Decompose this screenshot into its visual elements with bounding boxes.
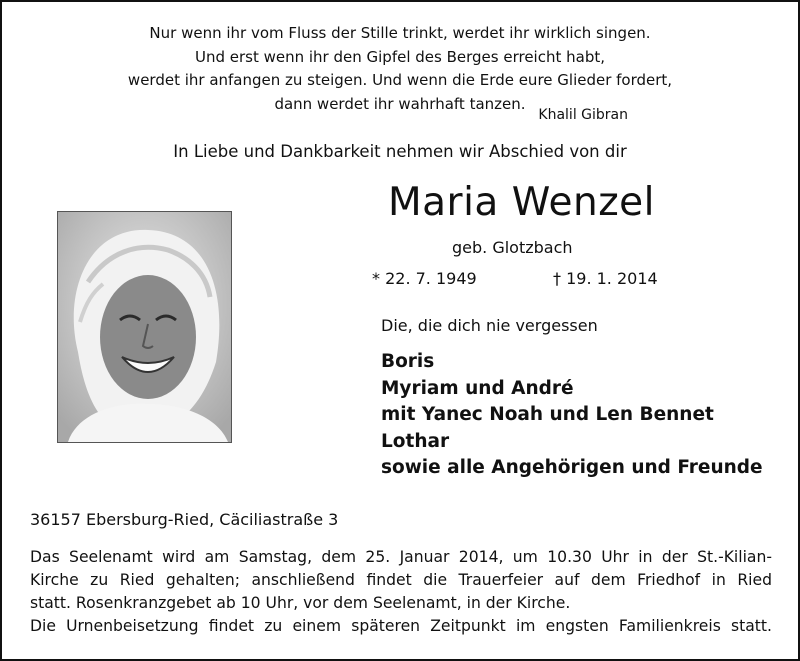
- birth-date: * 22. 7. 1949: [372, 269, 477, 288]
- notice-line: Das Seelenamt wird am Samstag, dem 25. Januar 2014, um 10.30 Uhr in der St.-Kilian-: [30, 548, 772, 566]
- poem-line: werdet ihr anfangen zu steigen. Und wenn die Erde eure Glieder fordert,: [127, 71, 673, 89]
- portrait-photo: [57, 211, 232, 443]
- deceased-name: Maria Wenzel: [388, 180, 656, 225]
- mourner-name: Lothar: [381, 430, 450, 452]
- mourner-name: sowie alle Angehörigen und Freunde: [381, 457, 763, 478]
- mourners-intro: Die, die dich nie vergessen: [381, 316, 598, 335]
- mourner-name: mit Yanec Noah und Len Bennet: [381, 404, 714, 425]
- birth-name: geb. Glotzbach: [452, 238, 573, 257]
- poem-quote: [0, 22, 800, 116]
- poem-author: Khalil Gibran: [538, 107, 628, 123]
- service-notice: [30, 546, 772, 638]
- poem-line: Nur wenn ihr vom Fluss der Stille trinkt, werdet ihr wirklich singen.: [149, 24, 651, 42]
- family-address: 36157 Ebersburg-Ried, Cäciliastraße 3: [30, 510, 339, 529]
- death-date: † 19. 1. 2014: [553, 269, 658, 288]
- poem-line: Und erst wenn ihr den Gipfel des Berges erreicht habt,: [194, 47, 606, 66]
- notice-line: Die Urnenbeisetzung findet zu einem späteren Zeitpunkt im engsten Familienkreis statt.: [30, 617, 772, 635]
- mourner-name: Boris: [381, 351, 435, 372]
- farewell-intro: In Liebe und Dankbarkeit nehmen wir Abschied von dir: [173, 142, 627, 161]
- mourners-list: [381, 349, 763, 482]
- notice-line: Kirche zu Ried gehalten; anschließend findet die Trauerfeier auf dem Friedhof in Ried: [30, 571, 772, 589]
- notice-line: statt. Rosenkranzgebet ab 10 Uhr, vor dem Seelenamt, in der Kirche.: [30, 594, 571, 612]
- portrait-image: [58, 212, 231, 442]
- mourner-name: Myriam und André: [381, 377, 574, 399]
- poem-line: dann werdet ihr wahrhaft tanzen.: [274, 94, 526, 113]
